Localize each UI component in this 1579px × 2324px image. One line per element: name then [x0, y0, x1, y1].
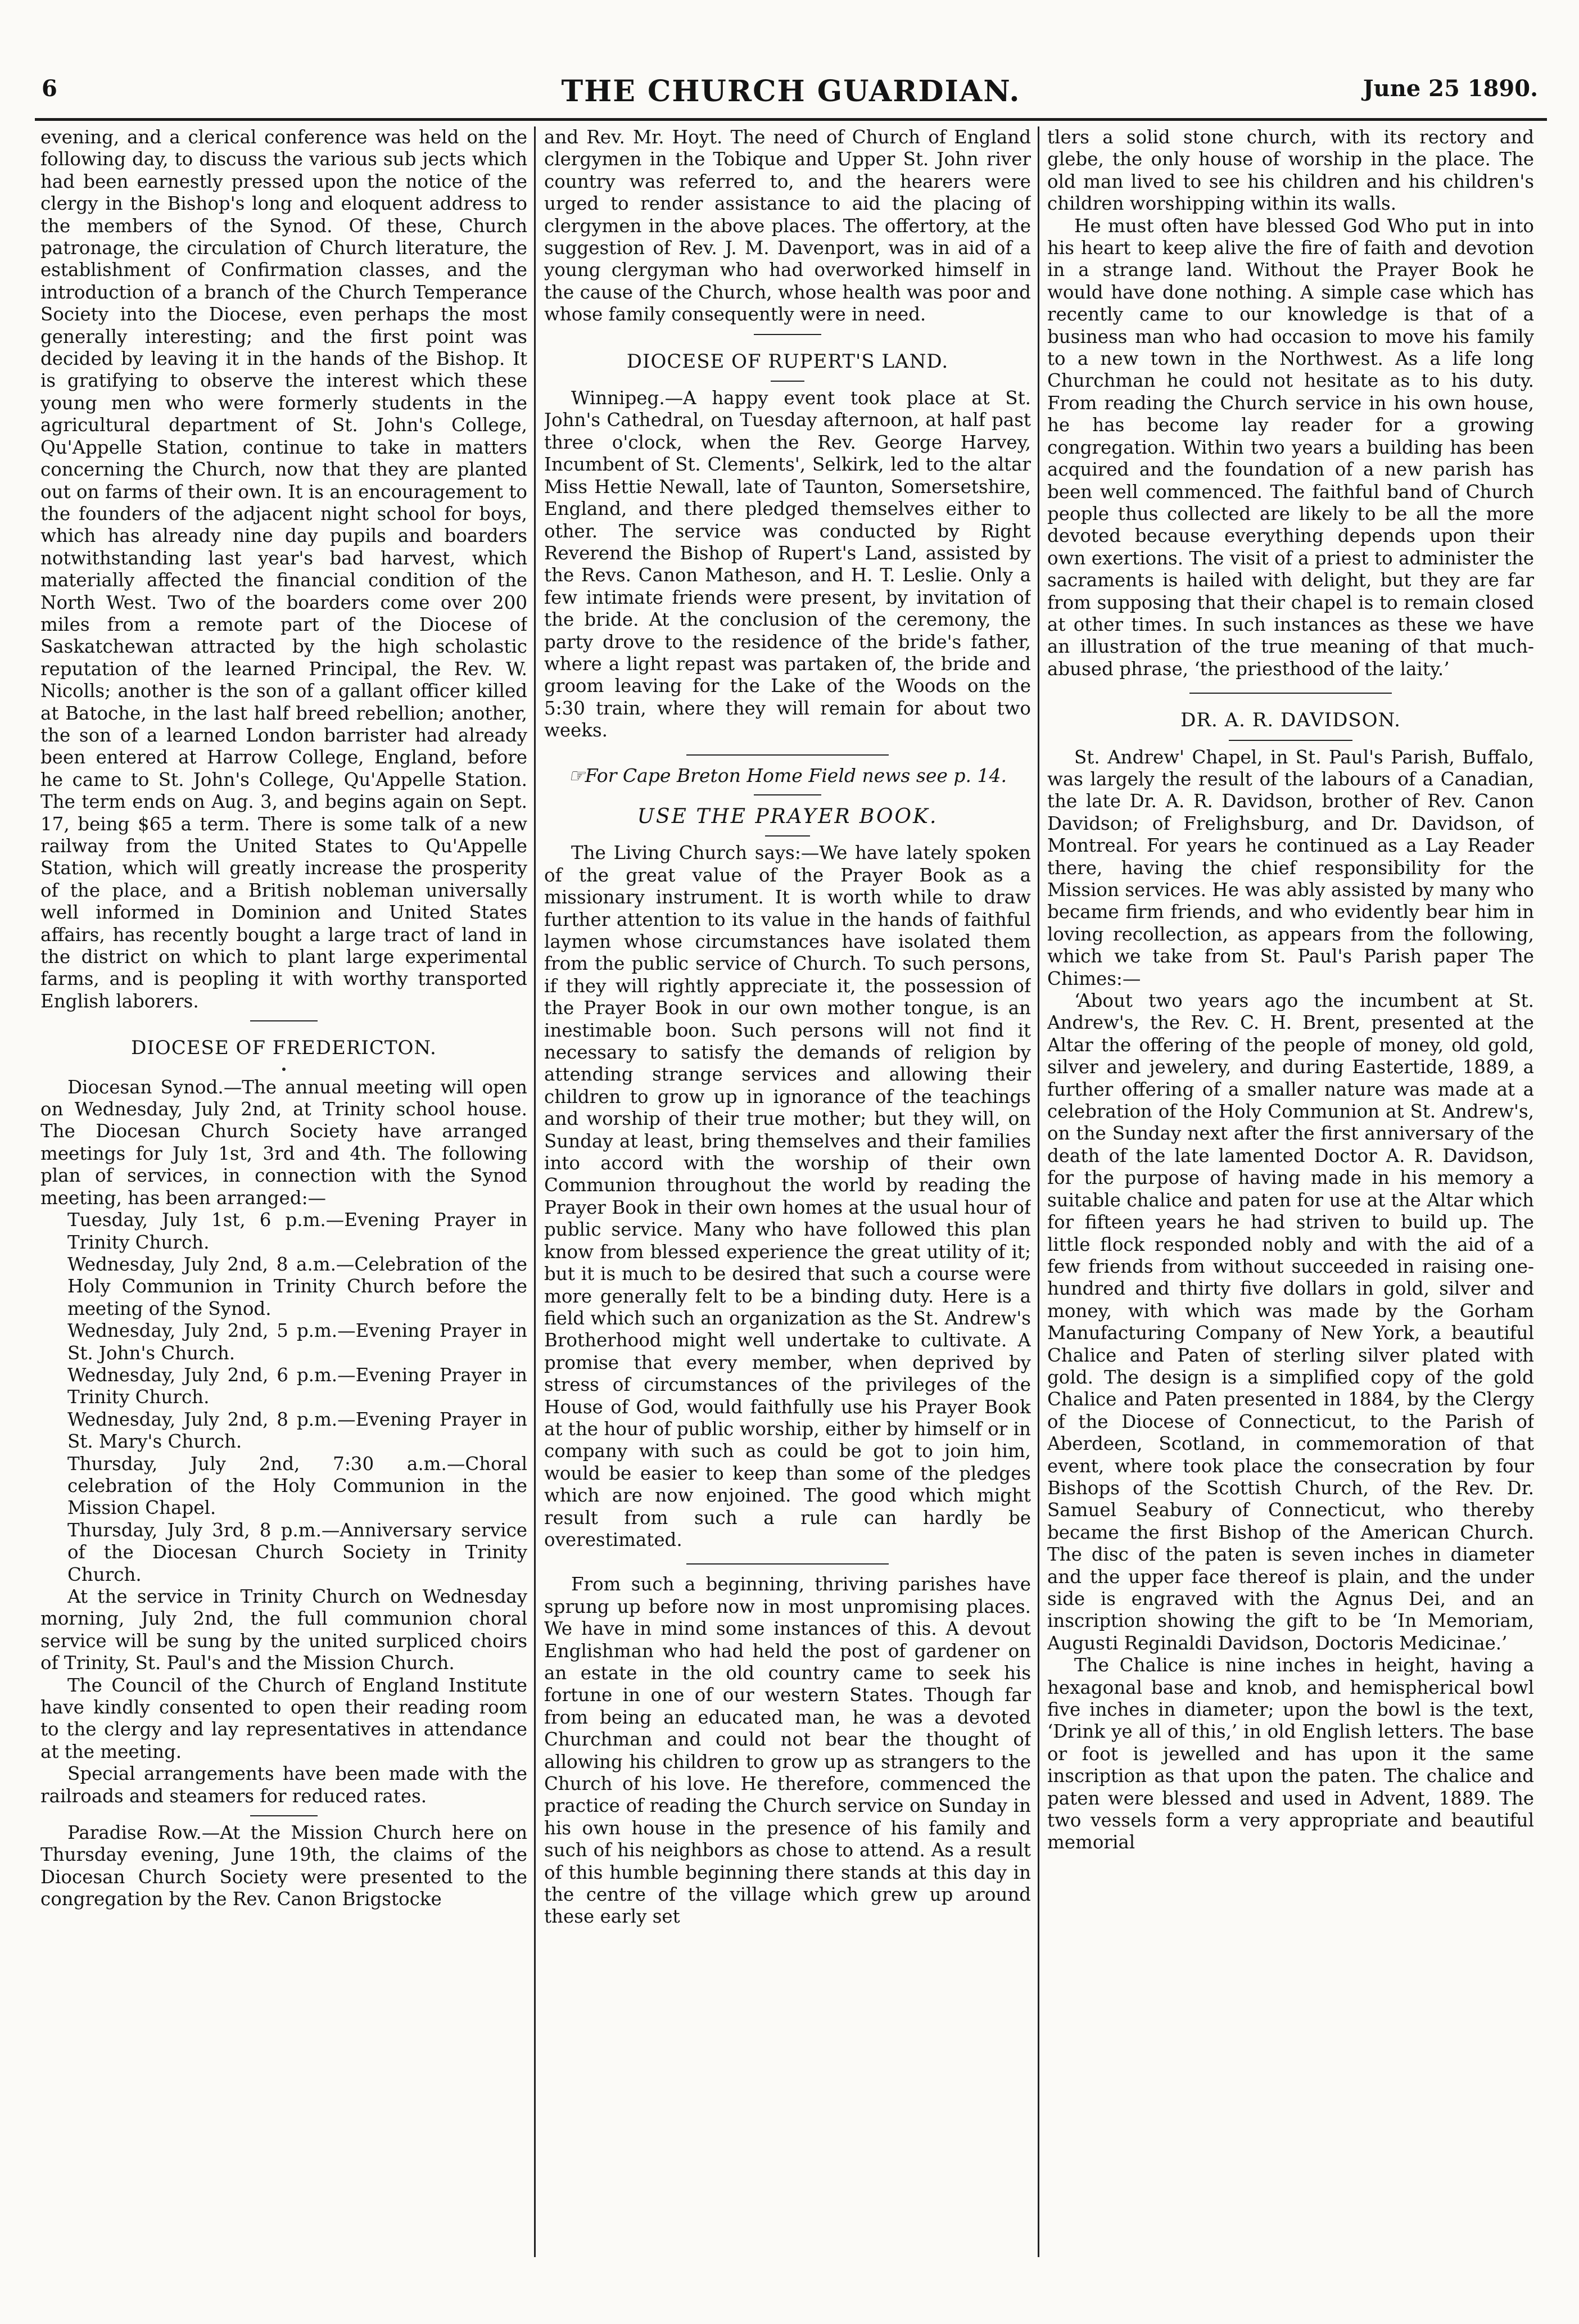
article-paragraph: tlers a solid stone church, with its rectory and glebe, the only house of worship in the place. The old man lived to see his children and his children's children worshipping within its walls. — [1047, 126, 1534, 215]
article-paragraph: Special arrangements have been made with the railroads and steamers for reduced rates. — [40, 1763, 527, 1807]
cross-reference-notice: ☞For Cape Breton Home Field news see p. 14. — [568, 764, 1007, 786]
section-rule — [754, 334, 821, 335]
article-paragraph: ‘About two years ago the incumbent at St. Andrew's, the Rev. C. H. Brent, presented at the Altar the offering of the people of money, old gold, silver and jewelery, and during Eastertide, 1889, a further offering of a smaller nature was made at a celebration of the Holy Communion at St. Andrew's, on the Sunday next after the first anniversary of the death of the late lamented Doctor A. R. Davidson, for the purpose of having made in his memory a suitable chalice and paten for use at the Altar which for fifteen years he had striven to build up. The little flock responded nobly and with the aid of a few friends from without succeeded in raising one-hundred and thirty five dollars in gold, silver and money, with which was made by the Gorham Manufacturing Company of New York, a beautiful Chalice and Paten of sterling silver plated with gold. The design is a simplified copy of the gold Chalice and Paten presented in 1884, by the Clergy of the Diocese of Connecticut, to the Parish of Aberdeen, Scotland, in commemoration of that event, where took place the consecration by four Bishops of the Scottish Church, of the Rev. Dr. Samuel Seabury of Connecticut, who thereby became the first Bishop of the American Church. The disc of the paten is seven inches in diameter and the upper face thereof is plain, and the under side is engraved with the Agnus Dei, and an inscription showing the gift to be ‘In Memoriam, Augusti Reginaldi Davidson, Doctoris Medicinae.’ — [1047, 990, 1534, 1654]
section-rule — [765, 835, 810, 837]
section-rule — [1229, 740, 1352, 741]
heading-ornament — [282, 1068, 286, 1071]
newspaper-title: THE CHURCH GUARDIAN. — [561, 74, 1021, 108]
column-divider — [1038, 126, 1039, 2257]
section-heading-davidson: DR. A. R. DAVIDSON. — [1180, 709, 1401, 732]
section-rule — [1189, 693, 1392, 694]
service-item: Tuesday, July 1st, 6 p.m.—Evening Prayer in Trinity Church. — [67, 1209, 527, 1253]
article-paragraph: He must often have blessed God Who put in into his heart to keep alive the fire of faith and devotion in a strange land. Without the Prayer Book he would have done nothing. A simple case which has recently came to our knowledge is that of a business man who had occasion to move his family to a new town in the Northwest. As a life long Churchman he could not hesitate as to his duty. From reading the Church service in his own house, he has become lay reader for a growing congregation. Within two years a building has been acquired and the foundation of a new parish has been well commenced. The faithful band of Church people thus collected are likely to be all the more devoted because everything depends upon their own exertions. The visit of a priest to administer the sacraments is hailed with delight, but they are far from supposing that their chapel is to remain closed at other times. In such instances as these we have an illustration of the true meaning of that much-abused phrase, ‘the priesthood of the laity.’ — [1047, 215, 1534, 680]
article-paragraph: Diocesan Synod.—The annual meeting will open on Wednesday, July 2nd, at Trinity school house. The Diocesan Church Society have arranged meetings for July 1st, 3rd and 4th. The following plan of services, in connection with the Synod meeting, has been arranged:— — [40, 1076, 527, 1209]
service-item: Thursday, July 3rd, 8 p.m.—Anniversary service of the Diocesan Church Society in Trinity Church. — [67, 1519, 527, 1585]
section-rule — [250, 1020, 318, 1021]
article-paragraph: and Rev. Mr. Hoyt. The need of Church of England clergymen in the Tobique and Upper St. John river country was referred to, and the hearers were urged to render assistance to aid the placing of clergymen in the above places. The offertory, at the suggestion of Rev. J. M. Davenport, was in aid of a young clergyman who had overworked himself in the cause of the Church, whose health was poor and whose family consequently were in need. — [544, 126, 1031, 325]
article-paragraph: The Chalice is nine inches in height, having a hexagonal base and knob, and hemispherical bowl five inches in diameter; upon the bowl is the text, ‘Drink ye all of this,’ in old English letters. The base or foot is jewelled and has upon it the same inscription as that upon the paten. The chalice and paten were blessed and used in Advent, 1889. The two vessels form a very appropriate and beautiful memorial — [1047, 1654, 1534, 1853]
service-item: Wednesday, July 2nd, 5 p.m.—Evening Prayer in St. John's Church. — [67, 1320, 527, 1364]
masthead — [35, 72, 1547, 111]
service-item: Wednesday, July 2nd, 8 a.m.—Celebration of the Holy Communion in Trinity Church before the meeting of the Synod. — [67, 1253, 527, 1319]
masthead-rule — [35, 118, 1547, 121]
column-divider — [534, 126, 536, 2257]
article-paragraph: Paradise Row.—At the Mission Church here on Thursday evening, June 19th, the claims of the Diocesan Church Society were presented to the congregation by the Rev. Canon Brigstocke — [40, 1822, 527, 1910]
article-paragraph: St. Andrew' Chapel, in St. Paul's Parish, Buffalo, was largely the result of the labours of a Canadian, the late Dr. A. R. Davidson, brother of Rev. Canon Davidson; of Frelighsburg, and Dr. Davidson, of Montreal. For years he continued as a Lay Reader there, having the chief responsibility for the Mission services. He was ably assisted by many who became firm friends, and who evidently bear him in loving recollection, as appears from the following, which we take from St. Paul's Parish paper The Chimes:— — [1047, 746, 1534, 989]
column-3 — [1047, 126, 1534, 2263]
page-number: 6 — [42, 75, 57, 102]
section-rule — [250, 1815, 318, 1816]
section-rule — [754, 794, 821, 795]
article-paragraph: At the service in Trinity Church on Wednesday morning, July 2nd, the full communion choral service will be sung by the united surpliced choirs of Trinity, St. Paul's and the Mission Church. — [40, 1586, 527, 1674]
article-paragraph: evening, and a clerical conference was held on the following day, to discuss the various sub jects which had been earnestly pressed upon the notice of the clergy in the Bishop's long and eloquent address to the members of the Synod. Of these, Church patronage, the circulation of Church literature, the establishment of Confirmation classes, and the introduction of a branch of the Church Temperance Society into the Diocese, even perhaps the most generally interesting; and the first point was decided by leaving it in the hands of the Bishop. It is gratifying to observe the interest which these young men who were formerly students in the agricultural department of St. John's College, Qu'Appelle Station, continue to take in matters concerning the Church, now that they are planted out on farms of their own. It is an encouragement to the founders of the adjacent night school for boys, which has already nine day pupils and boarders notwithstanding last year's bad harvest, which materially affected the financial condition of the North West. Two of the boarders come over 200 miles from a remote part of the Diocese of Saskatchewan attracted by the high scholastic reputation of the learned Principal, the Rev. W. Nicolls; another is the son of a gallant officer killed at Batoche, in the last half breed rebellion; another, the son of a learned London barrister had already been entered at Harrow College, England, before he came to St. John's College, Qu'Appelle Station. The term ends on Aug. 3, and begins again on Sept. 17, being $65 a term. There is some talk of a new railway from the United States to Qu'Appelle Station, which will greatly increase the prosperity of the place, and a British nobleman universally well informed in Dominion and United States affairs, has recently bought a large tract of land in the district on which to plant large experimental farms, and is peopling it with worthy transported English laborers. — [40, 126, 527, 1012]
article-paragraph: The Council of the Church of England Institute have kindly consented to open their reading room to the clergy and lay representatives in attendance at the meeting. — [40, 1674, 527, 1762]
column-2 — [544, 126, 1031, 2263]
service-item: Thursday, July 2nd, 7:30 a.m.—Choral celebration of the Holy Communion in the Mission Chapel. — [67, 1453, 527, 1519]
article-paragraph: Winnipeg.—A happy event took place at St. John's Cathedral, on Tuesday afternoon, at half past three o'clock, when the Rev. George Harvey, Incumbent of St. Clements', Selkirk, led to the altar Miss Hettie Newall, late of Taunton, Somersetshire, England, and there pledged themselves either to other. The service was conducted by Right Reverend the Bishop of Rupert's Land, assisted by the Revs. Canon Matheson, and H. T. Leslie. Only a few intimate friends were present, by invitation of the bride. At the conclusion of the ceremony, the party drove to the residence of the bride's father, where a light repast was partaken of, the bride and groom leaving for the Lake of the Woods on the 5:30 train, where they will remain for about two weeks. — [544, 387, 1031, 741]
section-rule — [771, 381, 804, 382]
article-paragraph: From such a beginning, thriving parishes have sprung up before now in most unpromising places. We have in mind some instances of this. A devout Englishman who had held the post of gardener on an estate in the old country came to seek his fortune in one of our western States. Though far from being an educated man, he was a devoted Churchman and could not bear the thought of allowing his children to grow up as strangers to the Church of his love. He therefore, commenced the practice of reading the Church service on Sunday in his own house in the presence of his family and such of his neighbors as chose to attend. As a result of this humble beginning there stands at this day in the centre of the village which grew up around these early set — [544, 1574, 1031, 1928]
section-rule — [686, 1563, 889, 1565]
article-paragraph: The Living Church says:—We have lately spoken of the great value of the Prayer Book as a missionary instrument. It is worth while to draw further attention to its value in the hands of faithful laymen whose circumstances have isolated them from the public service of Church. To such persons, if they will rightly appreciate it, the possession of the Prayer Book in our own mother tongue, is an inestimable boon. Such persons will not find it necessary to satisfy the demands of religion by attending strange services and allowing their children to grow up in ignorance of the teachings and worship of their true mother; but they will, on Sunday at least, bring themselves and their families into accord with the worship of their own Communion throughout the world by reading the Prayer Book in their own homes at the usual hour of public service. Many who have followed this plan know from blessed experience the great utility of it; but it is much to be desired that such a course were more generally felt to be a binding duty. Here is a field which such an organization as the St. Andrew's Brotherhood might well undertake to cultivate. A promise that every member, when deprived by stress of circumstances of the privileges of the House of God, would faithfully use his Prayer Book at the hour of public worship, either by himself or in company with such as could be got to join him, would be easier to keep than some of the pledges which are now enjoined. The good which might result from such a rule can hardly be overestimated. — [544, 842, 1031, 1550]
column-1 — [40, 126, 527, 2263]
service-item: Wednesday, July 2nd, 8 p.m.—Evening Prayer in St. Mary's Church. — [67, 1408, 527, 1453]
section-heading-prayer-book: USE THE PRAYER BOOK. — [637, 804, 938, 828]
issue-date: June 25 1890. — [1363, 75, 1538, 102]
section-rule — [686, 754, 889, 756]
section-heading-fredericton: DIOCESE OF FREDERICTON. — [131, 1037, 437, 1060]
section-heading-ruperts-land: DIOCESE OF RUPERT'S LAND. — [626, 350, 949, 373]
service-item: Wednesday, July 2nd, 6 p.m.—Evening Prayer in Trinity Church. — [67, 1364, 527, 1408]
